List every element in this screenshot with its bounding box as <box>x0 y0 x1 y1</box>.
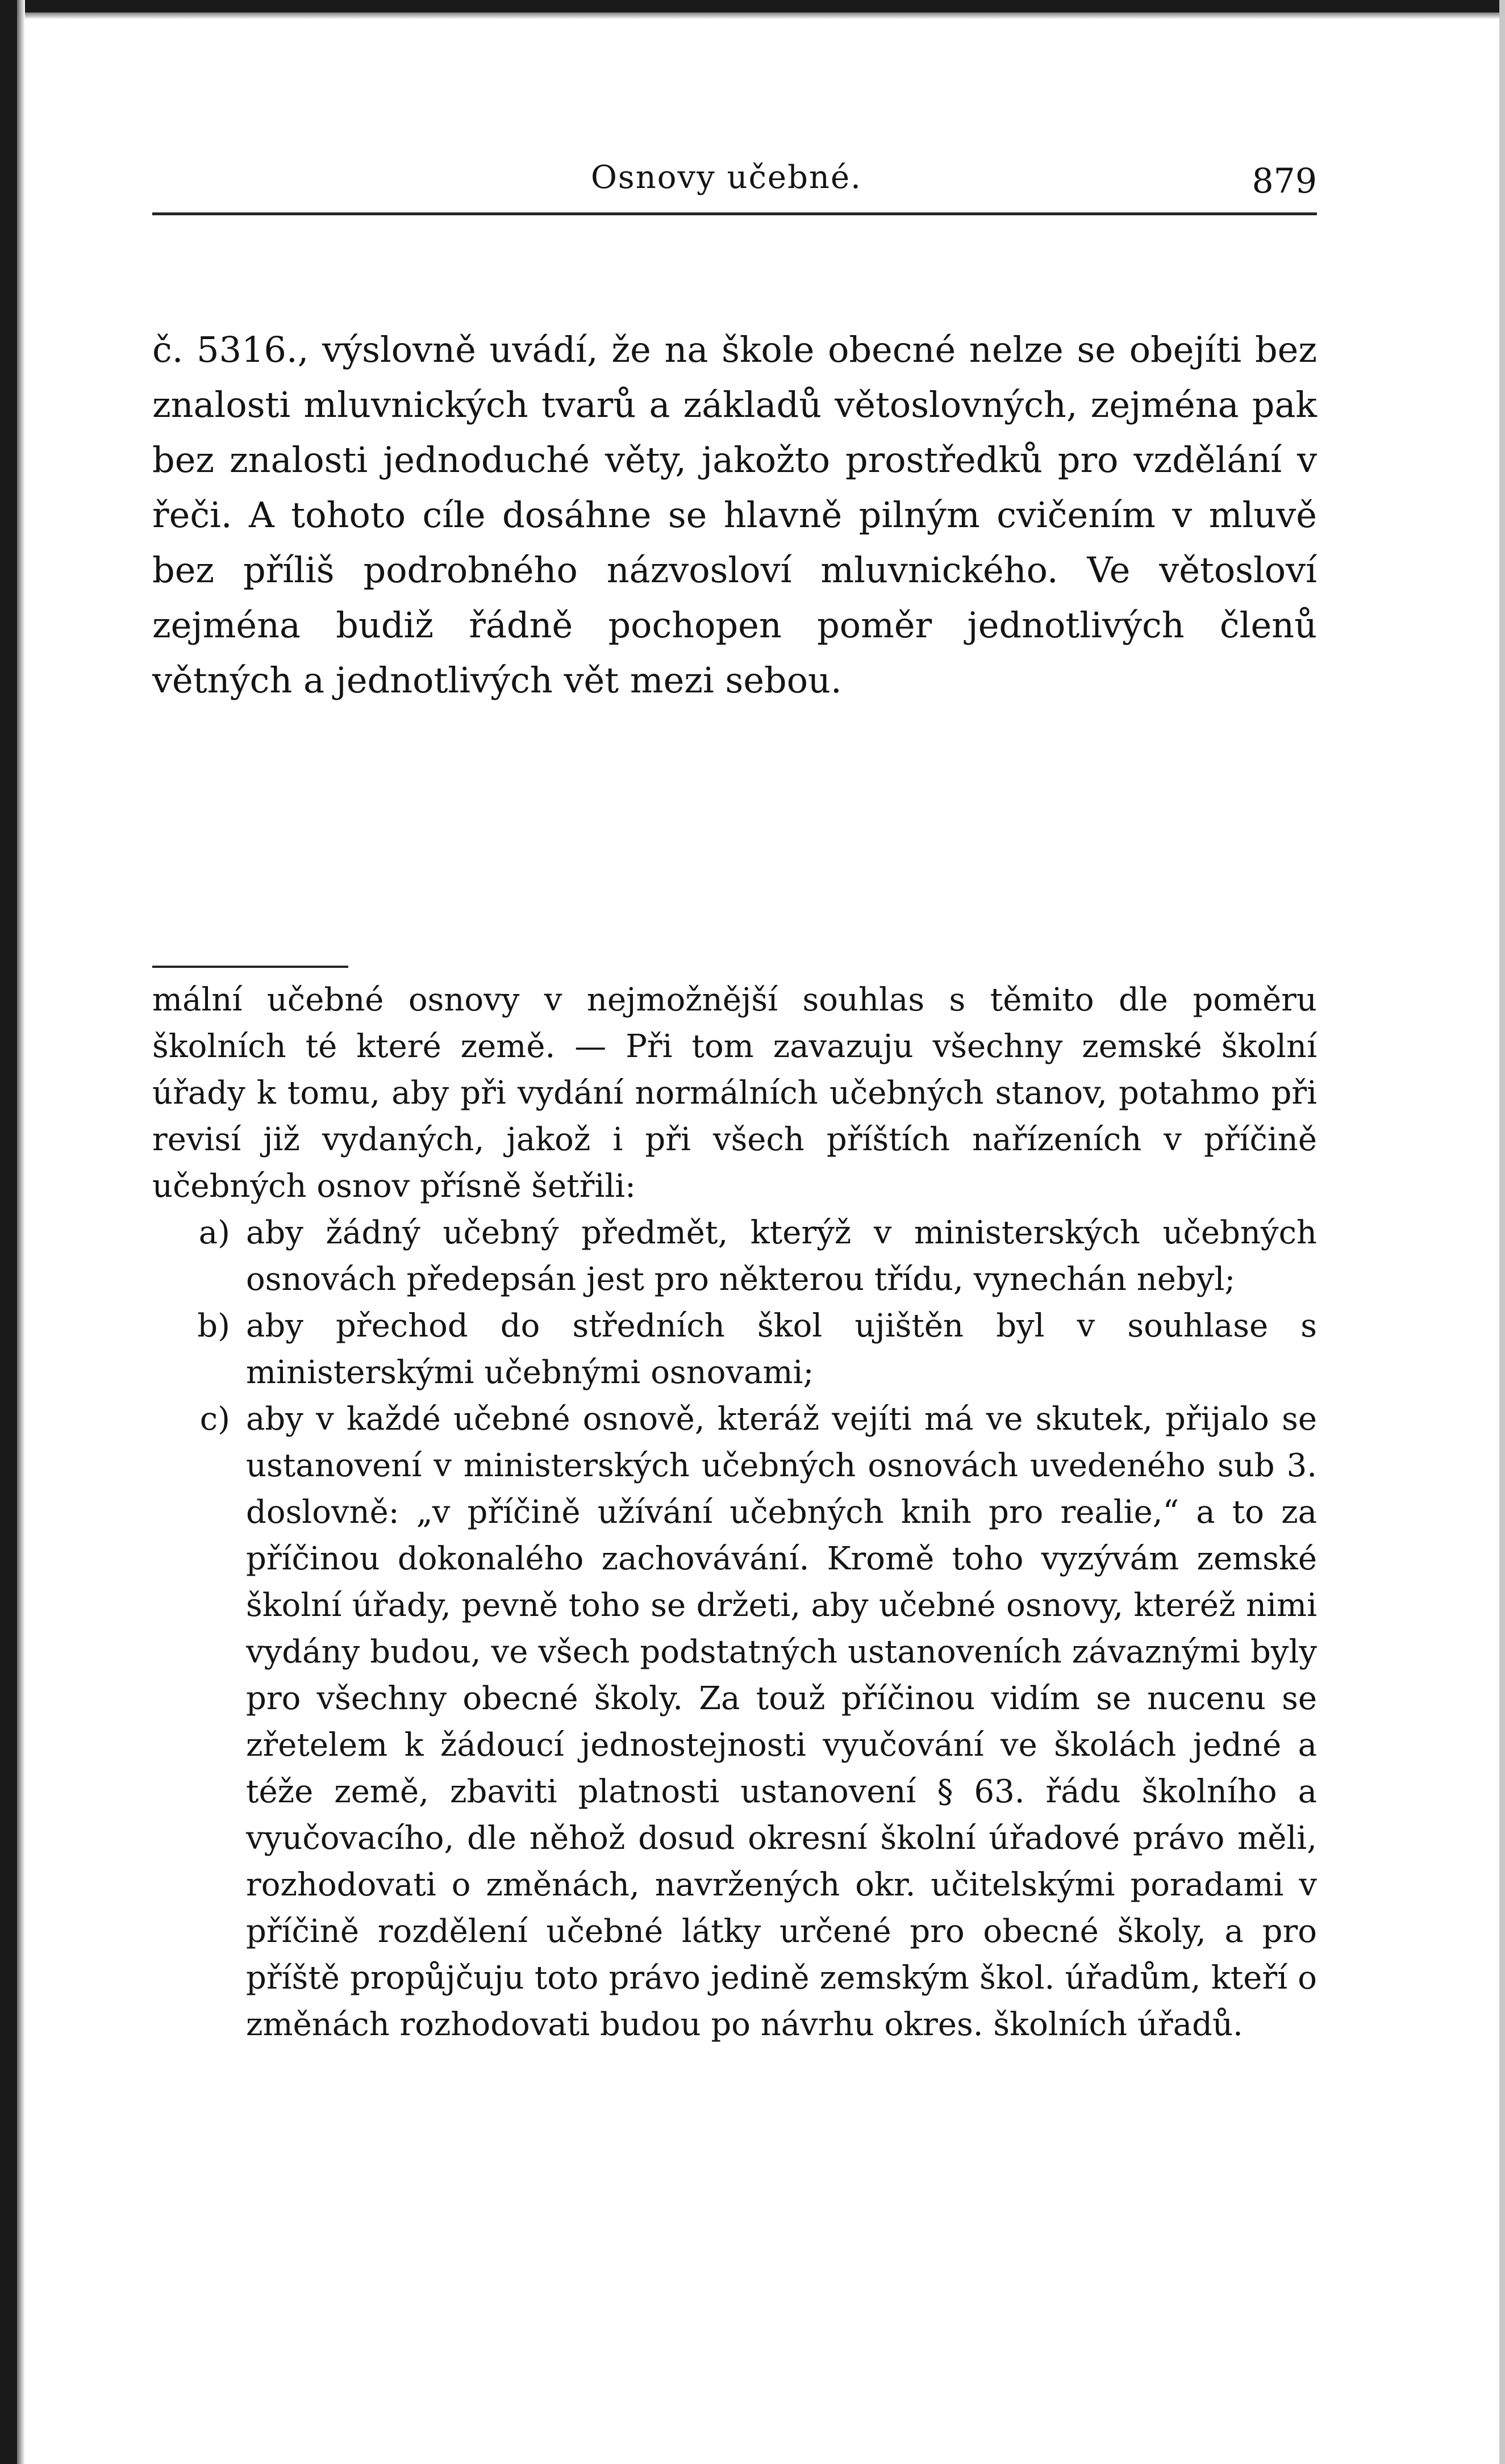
scan-edge-left <box>0 0 17 2464</box>
book-page <box>152 142 1317 2043</box>
list-item-text: aby v každé učebné osnově, kteráž vejíti má ve skutek, přijalo se ustanovení v ministerských učebných osnovách uvedeného sub 3. doslovně: „v příčině užívání učebných knih pro realie,“ a to za příčinou dokonalého zachovávání. Kromě toho vyzývám zemské školní úřady, pevně toho se držeti, aby učebné osnovy, kteréž nimi vydány budou, ve všech podstatných ustanoveních závaznými byly pro všechny obecné školy. Za touž příčinou vidím se nucenu se zřetelem k žádoucí jednostejnosti vyučování ve školách jedné a téže země, zbaviti platnosti ustanovení § 63. řádu školního a vyučovacího, dle něhož dosud okresní školní úřadové právo měli, rozhodovati o změnách, navržených okr. učitelskými poradami v příčině rozdělení učebné látky určené pro obecné školy, a pro příště propůjčuju toto právo jedině zemským škol. úřadům, kteří o změnách rozhodovati budou po návrhu okres. školních úřadů. <box>246 1401 1317 2043</box>
scan-edge-top-shadow <box>0 12 1505 19</box>
footnote-separator <box>152 966 348 968</box>
footnote <box>152 977 1317 2048</box>
list-item-text: aby přechod do středních škol ujištěn byl v souhlase s ministerskými učebnými osnovami; <box>246 1308 1317 1391</box>
scan-edge-left-shadow <box>17 0 25 2464</box>
list-marker: b) <box>197 1308 230 1344</box>
header-rule <box>152 212 1317 215</box>
footnote-intro: mální učebné osnovy v nejmožnější souhlas s těmito dle poměru školních té které země. — Při tom zavazuju všechny zemské školní úřady k tomu, aby při vydání normálních učebných stanov, potahmo při revisí již vydaných, jakož i při všech příštích nařízeních v příčině učebných osnov přísně šetřili: <box>152 982 1317 1205</box>
footnote-item-c <box>152 1396 1317 2048</box>
page-header <box>152 142 1317 210</box>
footnote-item-b <box>152 1303 1317 1396</box>
list-marker: c) <box>199 1401 230 1438</box>
page-number: 879 <box>1252 161 1317 201</box>
scan-edge-top <box>0 0 1505 12</box>
footnote-item-a <box>152 1210 1317 1303</box>
list-item-text: aby žádný učebný předmět, kterýž v ministerských učebných osnovách předepsán jest pro některou třídu, vynechán nebyl; <box>246 1214 1317 1298</box>
list-marker: a) <box>198 1214 230 1251</box>
running-title: Osnovy učebné. <box>591 159 862 196</box>
main-paragraph: č. 5316., výslovně uvádí, že na škole obecné nelze se obejíti bez znalosti mluvnických tvarů a základů větoslovných, zejména pak bez znalosti jednoduché věty, jakožto prostředků pro vzdělání v řeči. A tohoto cíle dosáhne se hlavně pilným cvičením v mluvě bez příliš podrobného názvosloví mluvnického. Ve větosloví zejména budiž řádně pochopen poměr jednotlivých členů větných a jednotlivých vět mezi sebou. <box>152 329 1317 701</box>
scan-edge-right <box>1499 0 1505 2464</box>
